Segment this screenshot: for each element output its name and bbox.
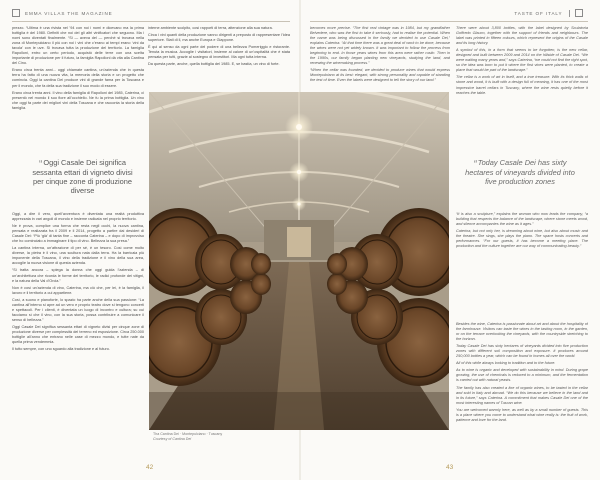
caption-italian: Tha Cantina Dei · Montepulciano · Tuscany — [153, 432, 223, 436]
paragraph: Circa i vini quanti della produzione vanno dirigenti a preposto di rappresentare l’idea superiore. Stati di il, ma anche Europa e Giappone. — [148, 33, 290, 43]
section-title: TASTE OF ITALY — [514, 10, 563, 16]
paragraph: The family has also created a line of organic wines, to be tasted in the cellar and sold in Italy and abroad. “We do this because we believe in the land and in its future,” says Caterina. A commitment that makes Casale Dei one of the most interesting names of Tuscan wine. — [456, 385, 588, 405]
paragraph: prezzo. “Ultima è una rivista nel ’94 con noi i nomi e dicevano ma la prima bottiglia è del 1980. Definiti che noi del gli altri vinificatori che seguono. Ma i nomi sono diventati finalmente. “Si — aveva del — perché si trovava nella zona di Montepulciano il più con noi i vini che c’erano ai tempi erano ‘vini da tavola’ con le uve. Si trovava tutta la produzione del territorio. La famiglia Rapolloni, entro un certo periodo, acquistò delle terre con una scelta importante di produzione per il futuro, la famiglia Rapolloni dà vita alla Cantina del Cino. — [12, 26, 144, 66]
pull-quote-text: Today Casale Dei has sixty hectares of vineyards divided into five production zones — [465, 158, 575, 187]
caption-english: Courtesy of Cantina Dei — [153, 436, 192, 441]
paragraph: Non è così un’azienda di vino, Caterina, ma ciò che, per lei, è la famiglia, il lavoro e il territorio a cui appartiene. — [12, 285, 144, 295]
paragraph: Il tutto sempre, con uno sguardo alla tradizione e al futuro. — [12, 347, 110, 352]
paragraph: Today Casale Dei has sixty hectares of vineyards divided into five production zones with different soil composition and exposure. It produces around 250,000 bottles a year, which can be found in homes all over the world. — [456, 344, 588, 359]
magazine-logo-icon-right — [575, 9, 583, 17]
photo-caption — [153, 432, 313, 441]
left-column-1-lower — [12, 212, 144, 452]
right-column-2-lower — [456, 322, 588, 452]
pull-quote-text: Oggi Casale Dei significa sessanta ettari di vigneto divisi per cinque zone di produzione diverse — [32, 158, 133, 196]
paragraph: There were about 3,800 bottles, with the label designed by Sculatoria Goffredo Glauco, together with the support of friends and neighbours. The label was printed in fifteen colours, which represent the origins of the Casale and its long history. — [456, 26, 588, 46]
paragraph: Ne è prova, complice una forma che resta negli occhi, la nuova cantina, pensata e realizzata fra il 2009 e il 2014, progetto a partire dai desideri di Casale Dei: “Più ‘già’ di tanta fine – racconta Caterina – e dopo di improvviso che ho cominciato a immaginare il tipo di vino. Bellezza la sua presa.” — [12, 224, 144, 244]
right-column-1-upper — [310, 26, 450, 90]
paragraph: È qui al senso da ogni parte del podere di una bellezza Pomeriggio e ristorante. Tenuta la musica. Accoglie i visitatori, insieme al calore di un’ospitalità che è stata pensata per tutti, grazie al sostegno di investitori. Ma ogni tutta interna. — [148, 45, 290, 60]
paragraph: “It is also a sculpture,” explains the woman who now leads the company, “a building that respects the balance of the landscape, where stone meets wood, and silence accompanies the wine as it ages.” — [456, 212, 588, 227]
right-header-rule — [310, 21, 588, 22]
paragraph: A symbol of this, in a form that seems to be forgotten, is the new cellar, designed and built between 2009 and 2014 on the hillside of Casale Dei. “We were waiting many years and,” says Caterina, “we could not find the right spot, so the idea was born to put it where the first vines were planted, to create a place that would be part of the landscape.” — [456, 48, 588, 73]
paragraph: Erano circa trenta anni. Il vino della famiglia di Rapolloni del 1985, Caterina, ci presentò nel mondo il suo fiore all’occhiello. Ne fu la prima bottiglia. Un vino che oggi fa parte dei migliori vini della Toscana e che racconta la storia della famiglia. — [12, 90, 144, 110]
right-page-header — [514, 8, 588, 18]
quote-mark-icon: “ — [39, 159, 43, 170]
paragraph: Oggi, a dire il vero, quell’avventura è diventata una realtà produttiva apprezzata in vari angoli di mondo e insieme radicata nel proprio territorio. — [12, 212, 144, 222]
page-number-left: 42 — [146, 464, 154, 471]
paragraph: interne ambiente scolpito, così rapporti di terra, attenzione alla sua natura. — [148, 26, 273, 30]
left-column-1-upper — [12, 26, 144, 154]
right-column-2-middle — [456, 212, 588, 320]
barrel-cellar-photo — [149, 92, 449, 430]
paragraph: La cantina interna, un’attrazione di per sé, è un tesoro. Così come molto diverse, la pietra è il vino, una scultura nata dalla terra. Ha la barricaia più imponente della Toscana, il vino della tradizione e il vino della sua area, accoglie la nuova visione di questa azienda. — [12, 246, 144, 266]
paragraph: As to wine is organic and developed with sustainability in mind. During grape growing, the use of chemicals is reduced to a minimum, and the fermentation is carried out with natural yeasts. — [456, 368, 588, 383]
paragraph: Besides the wine, Caterina is passionate about art and about the hospitality of the farmhouse. Visitors can taste the wines in the tasting room, in the garden, or on the terrace overlooking the vineyards, with the countryside stretching to the horizon. — [456, 322, 588, 342]
magazine-title: EMMA VILLAS THE MAGAZINE — [25, 10, 113, 16]
paragraph: Da questa parte, anche, quella bottiglia del 1985. E, se bastia, un vino di forte. — [148, 62, 280, 67]
paragraph: Erano circa trenta anni... oggi chiamate cantina, un’azienda che in questa terra ha fatto di una nuova vita, la memoria della storia e un progetto che comincia. Oggi la cantina Dei produce vini di grande fama per la Toscana e per il mondo, che fa della sua tradizione il suo modo di essere. — [12, 68, 144, 88]
right-column-2-upper — [456, 26, 588, 156]
pull-quote-english — [460, 158, 580, 186]
paragraph: Caterina, but not only her, is dreaming about wine, but also about music and the theatre. She sings, she plays the piano. The space hosts concerts and performances. “For our guests, it has become a meeting place. The production and the culture together are our way of communicating beauty.” — [456, 229, 588, 249]
paragraph: All of this while always looking to tradition and to the future. — [456, 361, 556, 366]
quote-mark-icon: “ — [473, 159, 477, 170]
paragraph: You are welcomed warmly here, as well as by a small number of guests. This is a place where you come to understand what wine really is: the fruit of work, patience and love for the land. — [456, 407, 588, 422]
paragraph: “When the cellar was founded, we decided to produce wines that would express Montepulciano at its best: elegant, with strong personality and capable of standing the test of time. Even the labels were designed to tell the story of our land.” — [310, 68, 450, 83]
paragraph: becomes more precise. “The first real vintage was in 1984, but my grandfather Belvedere, who was the first to take it seriously, had to realise the potential. When the name was being discussed in the family we decided to use Casale Dei,” explains Caterina. “At that time there was a great deal of work to be done, because the wines were not yet widely known. It was important to follow the process from beginning to end. In those years wines from this area were rather rustic. Then in the 1990s, our family began planting new vineyards, studying the land, and renewing the winemaking process.” — [310, 26, 450, 66]
paragraph: The cellar is a work of art in itself, and a true treasure. With its thick walls of stone and wood, it is built with a design full of meaning, it has one of the most impressive barrel cellars in Tuscany, where the wine rests quietly before it reaches the table. — [456, 75, 588, 95]
paragraph: Così, a suono e pianoforte, lo spazio ha parte anche della sua passione: “La cantina all’interno si apre ad un vero e proprio teatro dove si tengono concerti e spettacoli. Per i clienti, è diventata un luogo di incontro e cultura; su cui facciamo sì che il vino, con la sua storia, possa contribuire a comunicare il senso di bellezza.” — [12, 297, 144, 322]
page-number-right: 43 — [446, 464, 454, 471]
magazine-logo-icon — [12, 9, 20, 17]
paragraph: Oggi Casale Dei significa sessanta ettari di vigneto divisi per cinque zone di produzione diverse per complessità del terreno ed esposizione. Circa 250.000 bottiglie all’anno che entrano nelle case di mezzo mondo, e tutte nate da quella prima vendemmia. — [12, 324, 144, 345]
barrel-cellar-illustration — [149, 92, 449, 430]
paragraph: “Si tratta ancora – spiega la donna che oggi guida l’azienda – di un’architettura che ricorda le forme del territorio, le radici profonde dei vitigni, e la natura della Val d’Orcia.” — [12, 268, 144, 283]
header-separator — [569, 10, 570, 17]
left-header-rule — [12, 21, 290, 22]
left-column-2-upper — [148, 26, 290, 90]
left-page-header — [12, 8, 113, 18]
pull-quote-italian — [30, 158, 135, 196]
